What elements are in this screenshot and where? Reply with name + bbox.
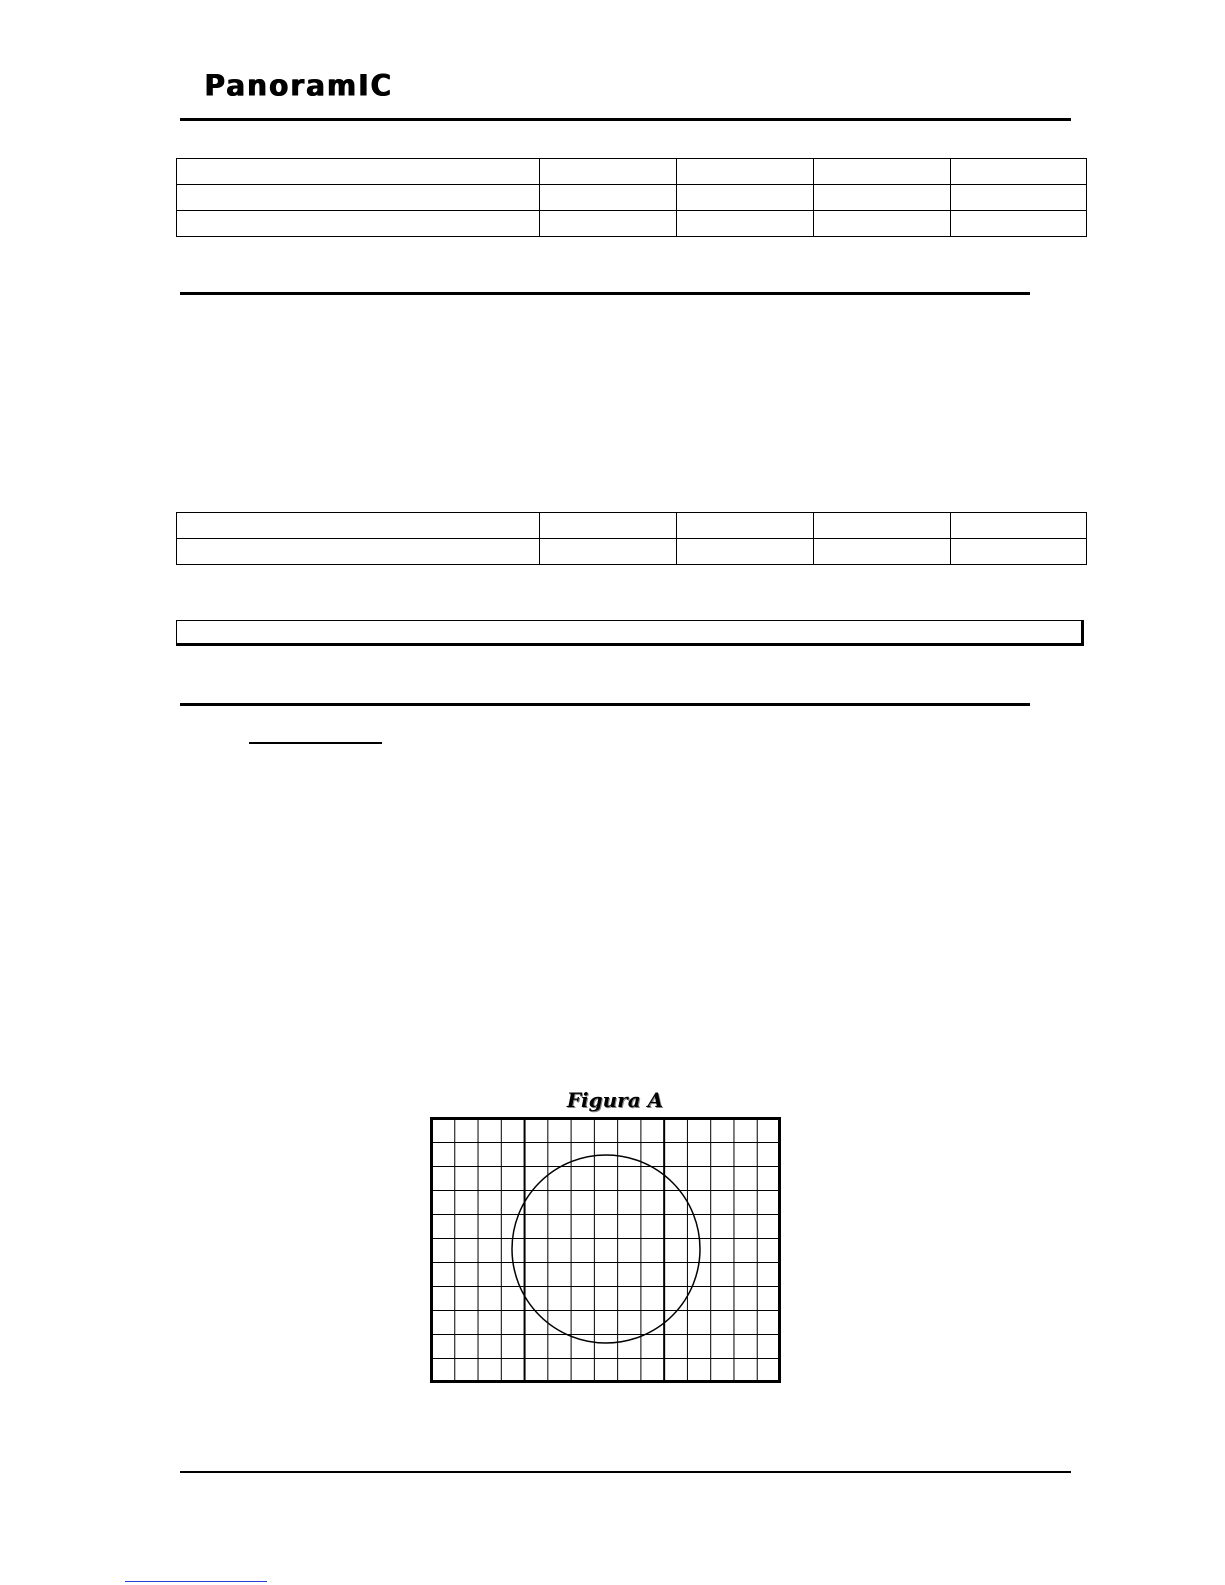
table-cell bbox=[814, 185, 951, 211]
table-cell bbox=[540, 513, 677, 539]
table-cell bbox=[677, 513, 814, 539]
table-2 bbox=[176, 512, 1087, 565]
table-cell bbox=[677, 539, 814, 565]
table-row bbox=[177, 513, 1087, 539]
table-cell bbox=[540, 159, 677, 185]
table-cell bbox=[951, 513, 1087, 539]
table-cell bbox=[814, 159, 951, 185]
table-row bbox=[177, 159, 1087, 185]
table-cell bbox=[814, 211, 951, 237]
table-1 bbox=[176, 158, 1087, 237]
table-cell bbox=[814, 513, 951, 539]
table-row bbox=[177, 211, 1087, 237]
table-cell bbox=[951, 211, 1087, 237]
table-cell bbox=[540, 539, 677, 565]
table-cell bbox=[177, 185, 540, 211]
section-rule bbox=[180, 292, 1030, 295]
figure-a-diagram bbox=[430, 1117, 782, 1384]
section-rule bbox=[180, 703, 1030, 706]
single-row-box bbox=[176, 620, 1084, 646]
table-cell bbox=[814, 539, 951, 565]
table-cell bbox=[177, 211, 540, 237]
table-cell bbox=[951, 185, 1087, 211]
table-cell bbox=[177, 513, 540, 539]
panoramic-logo: PanoramIC bbox=[204, 68, 393, 103]
grid-border bbox=[432, 1119, 780, 1382]
table-cell bbox=[951, 539, 1087, 565]
test-circle bbox=[512, 1155, 700, 1343]
table-cell bbox=[540, 211, 677, 237]
table-cell bbox=[677, 159, 814, 185]
table-cell bbox=[177, 159, 540, 185]
table-cell bbox=[951, 159, 1087, 185]
table-cell bbox=[677, 211, 814, 237]
table-cell bbox=[177, 539, 540, 565]
table-row bbox=[177, 185, 1087, 211]
header-rule bbox=[180, 118, 1071, 121]
footer-rule bbox=[180, 1471, 1071, 1473]
footer-link-underline[interactable] bbox=[125, 1581, 267, 1582]
heading-underline bbox=[249, 742, 382, 744]
table-cell bbox=[677, 185, 814, 211]
table-row bbox=[177, 539, 1087, 565]
table-cell bbox=[540, 185, 677, 211]
figure-title: Figura A bbox=[566, 1088, 664, 1112]
